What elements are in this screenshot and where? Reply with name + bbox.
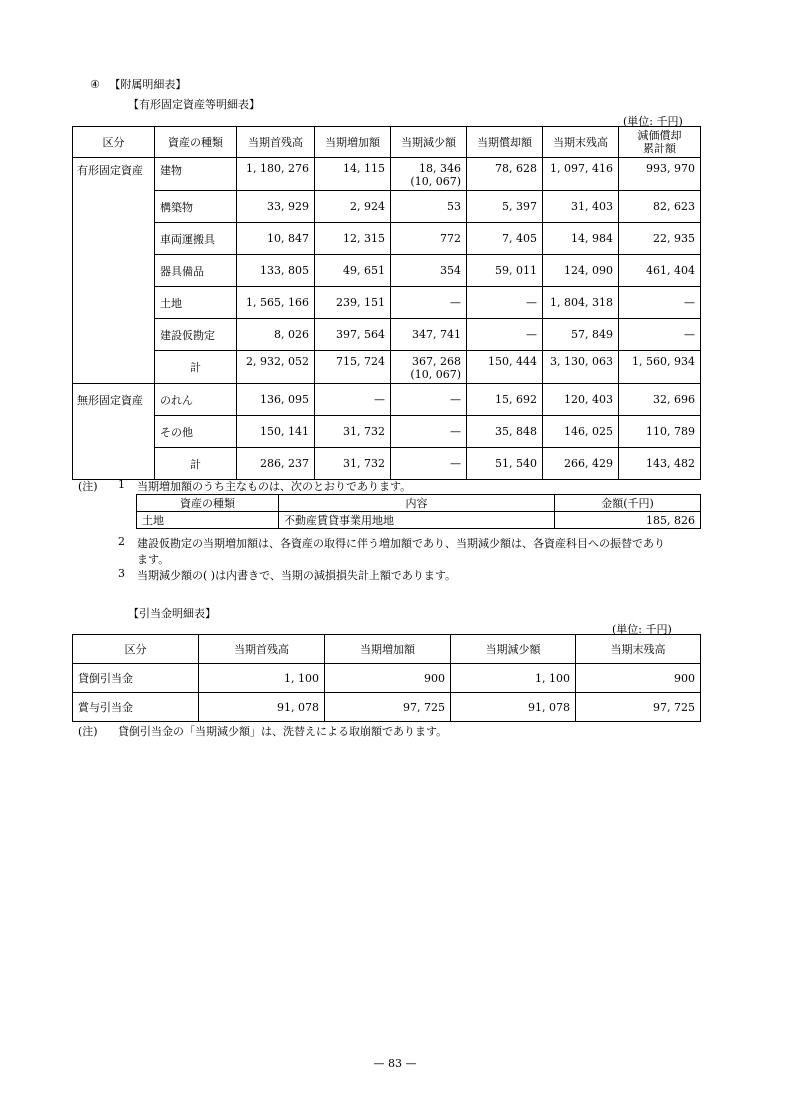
increase: 715, 724 [315, 351, 391, 384]
table-row [73, 384, 701, 416]
decrease: — [391, 448, 467, 480]
table-row [73, 255, 701, 287]
start-balance: 150, 141 [237, 416, 315, 448]
notes-label: (注) [78, 480, 98, 493]
end-balance: 120, 403 [543, 384, 619, 416]
header-decrease: 当期減少額 [451, 635, 576, 664]
content: 不動産賃貸事業用地地 [279, 512, 555, 529]
depreciation: 15, 692 [467, 384, 543, 416]
category-blank [73, 287, 155, 319]
amount: 185, 826 [555, 512, 701, 529]
table-row [73, 191, 701, 223]
allowance-name: 賞与引当金 [73, 693, 199, 722]
subtotal-row [73, 448, 701, 480]
accumulated: 1, 560, 934 [619, 351, 701, 384]
header-depreciation: 当期償却額 [467, 127, 543, 158]
end-balance: 3, 130, 063 [543, 351, 619, 384]
increase: 2, 924 [315, 191, 391, 223]
depreciation: 150, 444 [467, 351, 543, 384]
allowance-note-text: 貸倒引当金の「当期減少額」は、洗替えによる取崩額であります。 [118, 725, 448, 738]
table-row [73, 693, 701, 722]
start-balance: 8, 026 [237, 319, 315, 351]
end-balance: 31, 403 [543, 191, 619, 223]
increase: 900 [325, 664, 451, 693]
end-balance: 900 [576, 664, 701, 693]
decrease: — [391, 384, 467, 416]
end-balance: 124, 090 [543, 255, 619, 287]
depreciation: 78, 628 [467, 158, 543, 191]
header-amount: 金額(千円) [555, 495, 701, 512]
fixed-assets-title: 【有形固定資産等明細表】 [128, 98, 260, 111]
decrease-value: 18, 346 [419, 162, 461, 175]
note2-line2: ます。 [137, 553, 170, 566]
header-accumulated-line1: 減価償却 [637, 129, 682, 142]
accumulated: 110, 789 [619, 416, 701, 448]
start-balance: 2, 932, 052 [237, 351, 315, 384]
increase: 31, 732 [315, 448, 391, 480]
end-balance: 14, 984 [543, 223, 619, 255]
decrease [391, 351, 467, 384]
decrease: — [391, 416, 467, 448]
start-balance: 33, 929 [237, 191, 315, 223]
table-row [73, 287, 701, 319]
accumulated: 32, 696 [619, 384, 701, 416]
category-blank [73, 191, 155, 223]
decrease: — [391, 287, 467, 319]
category-blank [73, 351, 155, 384]
depreciation: 51, 540 [467, 448, 543, 480]
accumulated: 993, 970 [619, 158, 701, 191]
table-header-row [73, 635, 701, 664]
end-balance: 266, 429 [543, 448, 619, 480]
table-header-row [137, 495, 701, 512]
header-decrease: 当期減少額 [391, 127, 467, 158]
start-balance: 136, 095 [237, 384, 315, 416]
end-balance: 146, 025 [543, 416, 619, 448]
header-start-balance: 当期首残高 [237, 127, 315, 158]
asset-type: 計 [155, 351, 237, 384]
table-row [137, 512, 701, 529]
increase: 239, 151 [315, 287, 391, 319]
start-balance: 1, 565, 166 [237, 287, 315, 319]
start-balance: 1, 180, 276 [237, 158, 315, 191]
asset-type: 車両運搬具 [155, 223, 237, 255]
asset-type: 構築物 [155, 191, 237, 223]
depreciation: 59, 011 [467, 255, 543, 287]
end-balance: 57, 849 [543, 319, 619, 351]
decrease-impairment: (10, 067) [410, 368, 461, 381]
table-header-row [73, 127, 701, 158]
category-blank [73, 319, 155, 351]
asset-type: 計 [155, 448, 237, 480]
depreciation: — [467, 287, 543, 319]
header-end-balance: 当期末残高 [576, 635, 701, 664]
start-balance: 286, 237 [237, 448, 315, 480]
note2-line1: 建設仮勘定の当期増加額は、各資産の取得に伴う増加額であり、当期減少額は、各資産科目への振替であり [137, 537, 665, 550]
increase-detail-table [136, 494, 701, 529]
decrease-impairment: (10, 067) [410, 175, 461, 188]
depreciation: — [467, 319, 543, 351]
header-increase: 当期増加額 [315, 127, 391, 158]
fixed-assets-table [72, 126, 701, 480]
category-blank [73, 416, 155, 448]
asset-type: 土地 [137, 512, 279, 529]
subtotal-row [73, 351, 701, 384]
category-intangible: 無形固定資産 [73, 384, 155, 416]
accumulated: 461, 404 [619, 255, 701, 287]
decrease: 53 [391, 191, 467, 223]
decrease: 347, 741 [391, 319, 467, 351]
allowances-unit: (単位: 千円) [612, 623, 672, 636]
decrease: 354 [391, 255, 467, 287]
header-accumulated [619, 127, 701, 158]
table-row [73, 664, 701, 693]
table-row [73, 223, 701, 255]
allowances-table [72, 634, 701, 722]
note1-number: 1 [118, 478, 125, 491]
table-row [73, 416, 701, 448]
fixed-assets-unit: (単位: 千円) [623, 115, 683, 128]
note3-text: 当期減少額の( )は内書きで、当期の減損損失計上額であります。 [137, 569, 456, 582]
category-blank [73, 223, 155, 255]
increase: 31, 732 [315, 416, 391, 448]
table-row [73, 158, 701, 191]
header-asset-type: 資産の種類 [155, 127, 237, 158]
start-balance: 91, 078 [199, 693, 325, 722]
table-row [73, 319, 701, 351]
category-tangible: 有形固定資産 [73, 158, 155, 191]
increase: 49, 651 [315, 255, 391, 287]
category-blank [73, 255, 155, 287]
decrease: 91, 078 [451, 693, 576, 722]
category-blank [73, 448, 155, 480]
accumulated: 82, 623 [619, 191, 701, 223]
note1-text: 当期増加額のうち主なものは、次のとおりであります。 [137, 480, 412, 493]
asset-type: のれん [155, 384, 237, 416]
accumulated: 22, 935 [619, 223, 701, 255]
accumulated: 143, 482 [619, 448, 701, 480]
header-increase: 当期増加額 [325, 635, 451, 664]
page-number: — 83 — [373, 1057, 417, 1070]
header-start-balance: 当期首残高 [199, 635, 325, 664]
end-balance: 1, 097, 416 [543, 158, 619, 191]
decrease: 772 [391, 223, 467, 255]
depreciation: 35, 848 [467, 416, 543, 448]
increase: 14, 115 [315, 158, 391, 191]
header-category: 区分 [73, 635, 199, 664]
header-content: 内容 [279, 495, 555, 512]
section-marker: ④ [90, 78, 100, 91]
asset-type: 建物 [155, 158, 237, 191]
header-end-balance: 当期末残高 [543, 127, 619, 158]
decrease: 1, 100 [451, 664, 576, 693]
allowance-note-label: (注) [78, 725, 98, 738]
asset-type: 建設仮勘定 [155, 319, 237, 351]
increase: 12, 315 [315, 223, 391, 255]
header-asset-type: 資産の種類 [137, 495, 279, 512]
section-heading [90, 76, 186, 92]
asset-type: 器具備品 [155, 255, 237, 287]
allowance-name: 貸倒引当金 [73, 664, 199, 693]
decrease [391, 158, 467, 191]
increase: — [315, 384, 391, 416]
increase: 97, 725 [325, 693, 451, 722]
asset-type: その他 [155, 416, 237, 448]
note3-number: 3 [118, 567, 125, 580]
accumulated: — [619, 287, 701, 319]
end-balance: 1, 804, 318 [543, 287, 619, 319]
note2-number: 2 [118, 535, 125, 548]
start-balance: 1, 100 [199, 664, 325, 693]
depreciation: 7, 405 [467, 223, 543, 255]
header-accumulated-line2: 累計額 [643, 142, 676, 155]
end-balance: 97, 725 [576, 693, 701, 722]
depreciation: 5, 397 [467, 191, 543, 223]
start-balance: 10, 847 [237, 223, 315, 255]
header-category: 区分 [73, 127, 155, 158]
section-title: 【附属明細表】 [109, 78, 187, 91]
accumulated: — [619, 319, 701, 351]
decrease-value: 367, 268 [412, 355, 461, 368]
increase: 397, 564 [315, 319, 391, 351]
allowances-title: 【引当金明細表】 [128, 607, 216, 620]
asset-type: 土地 [155, 287, 237, 319]
start-balance: 133, 805 [237, 255, 315, 287]
